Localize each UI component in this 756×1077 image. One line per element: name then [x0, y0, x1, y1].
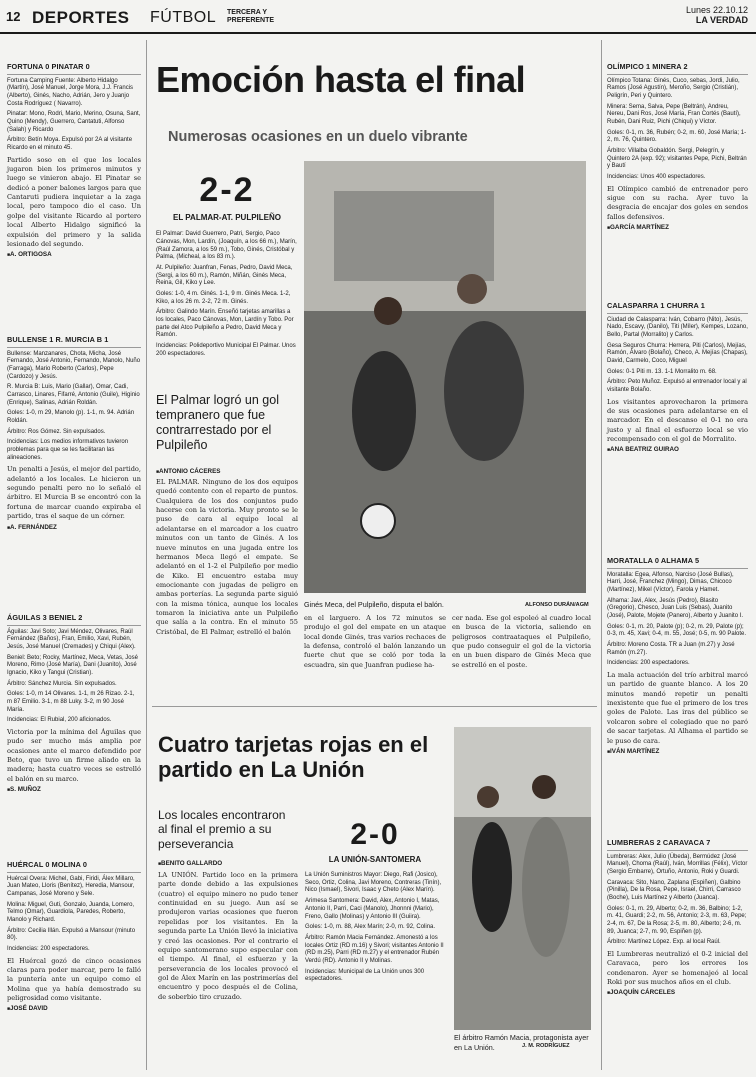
lineup-home: Águilas: Javi Soto; Javi Méndez, Olivares, Raúl Fernández (Baños), Fran, Emilio, Xavi, Rubén, Jesús, José Manuel (Cremades) y Chiqui (Alex). — [7, 628, 136, 650]
column-divider-right — [601, 40, 602, 1070]
match-olimpico-minera — [607, 62, 748, 232]
photo-credit: ALFONSO DURÁN/AGM — [525, 602, 589, 608]
goals: Goles: 1-0, m 14 Olivares. 1-1, m 26 Rizao. 2-1, m 87 Emilio. 3-1, m 88 Luky. 3-2, m 90 José María. — [7, 691, 135, 713]
second-deck: Los locales encontraron al final el premio a su perseverancia — [158, 808, 286, 851]
byline: ■ JOAQUÍN CÁRCELES — [607, 989, 748, 997]
lineup-away: Molina: Miguel, Guti, Gonzalo, Juanda, Lomero, Telmo (Omar), Guardiola, Paredes, Roberto, Manolo y Richard. — [7, 901, 135, 923]
goals: Goles: 0-1, m. 29, Alberto; 0-2, m. 36, Balbino; 1-2, m. 41, Guardi; 2-2, m. 56, Antonio; 2-3, m. 63, Pepe; 2-4, m. 67, De la Rosa; 2-5, m. 80, Alberto; 2-6, m. 89, Juanca; 2-7, m. 90, Espiñen (p). — [607, 905, 747, 935]
score: 2-0 — [350, 818, 400, 851]
main-story-col2: en el larguero. A los 72 minutos se produjo el gol del empate en un ataque local donde Ginés, tras varios rechaces de la defensa, controló el balón lanzando un fuerte chut que se coló por toda la escuadra, sin que Juanfran pudiese ha- — [304, 614, 446, 669]
referee-photo — [454, 727, 591, 1030]
referee: Árbitro: Betín Moya. Expulsó por 2A al visitante Ricardo en el minuto 45. — [7, 137, 133, 151]
match-report: La mala actuación del trío arbitral marcó un partido de guante blanco. A los 20 minutos mandó repetir un penalti inexistente que fue el primero de los tres goles de Palote. Las iras del público se volcaron sobre el colegiado que no paró de sacar tarjetas. Al Alhama el partido se le puso de cara. — [607, 671, 748, 745]
lineup-away: Arimesa Santomera: David, Alex, Antonio I, Matas, Antonio II, Parri, Caci (Manolo), Jhonnni (Mario), Freno, Gallo (Molinas) y Antonio III (Guiira). — [305, 898, 440, 920]
divider — [7, 347, 141, 348]
photo-credit: J. M. RODRÍGUEZ — [522, 1043, 570, 1049]
byline: ■ IVÁN MARTÍNEZ — [607, 748, 748, 756]
referee-image — [454, 727, 591, 1030]
match-calasparra-churra — [607, 301, 748, 455]
match-moratalla-alhama — [607, 556, 748, 756]
match-report: El Lumbreras neutralizó el 0-2 inicial del Caravaca, pero los errores los condenaron. Ayer se homenajeó al local Roki por sus muchos años en el club. — [607, 950, 748, 987]
incidents: Incidencias: 200 espectadores. — [607, 660, 690, 667]
match-launion-santomera — [305, 815, 445, 987]
match-photo — [304, 161, 586, 593]
byline: ■ BENITO GALLARDO — [158, 860, 298, 868]
match-heading: HUÉRCAL 0 MOLINA 0 — [7, 860, 88, 869]
issue-date: Lunes 22.10.12 — [685, 5, 748, 15]
lineup-home: Olímpico Totana: Ginés, Cuco, sebas, Jordi, Julio, Ramos (José Agustín), Meroño, Sergio (Cristián), Peligrín, Peri y Quintero. — [607, 77, 740, 99]
byline: ■ JOSÉ DAVID — [7, 1005, 141, 1013]
newspaper-name: LA VERDAD — [695, 15, 748, 25]
match-heading: MORATALLA 0 ALHAMA 5 — [607, 556, 700, 565]
referee: Árbitro: Villalba Gobaldón. Sergi, Pelegrín, y Quintero 2A (exp. 92); visitantes Pepe, Pichi, Beltrán y Bautí — [607, 148, 747, 170]
match-report: El Huércal gozó de cinco ocasiones claras para poder marcar, pero le falló la puntería ante un equipo como el Molina que ya había demostrado su peligrosidad como visitante. — [7, 956, 141, 1003]
match-report: Victoria por la mínima del Águilas que pudo ser mucho más amplia por ocasiones ante el marco defendido por Beto, que tuvo un firme aliado en la madera; hasta cuatro veces se estrelló el balón en su marco. — [7, 728, 141, 783]
lineup-away: Beniel: Beto; Rocky, Martínez, Meca, Vetas, José Moreno, Rimo (José María), Dani (Juanito), José Ignacio, Kiko y Tangui (Cristian). — [7, 654, 138, 676]
incidents: Incidencias: Polideportivo Municipal El Palmar. Unos 200 espectadores. — [156, 343, 296, 357]
lineup-home: Ciudad de Calasparra: Iván, Cobarro (Nito), Jesús, Nado, Escavy, (Danilo), Titi (Míler), Kempes, Lozano, Bello, Partal (Morralito) y Carlos. — [607, 316, 748, 338]
match-heading: ÁGUILAS 3 BENIEL 2 — [7, 613, 83, 622]
lineup-away: Caravaca: Sito, Nano, Zaplana (Espiñen), Galbino (Pinilla), De la Rosa, Pepe, Israel, Chirri, Carrasco (Boche), Luis Martínez y Alberto (Juanca). — [607, 879, 741, 901]
byline: ■ A. FERNÁNDEZ — [7, 524, 141, 532]
goals: Goles: 0-1, m. 36, Rubén; 0-2, m. 60, José María; 1-2, m. 76, Quintero. — [607, 129, 747, 144]
subsection-title: FÚTBOL — [150, 9, 217, 26]
photo-caption: El árbitro Ramón Macia, protagonista ayer en La Unión. — [454, 1033, 589, 1052]
main-headline: Emoción hasta el final — [156, 59, 526, 100]
main-story-col3: cer nada. Ese gol espoleó al cuadro local en busca de la victoria, saliendo en peligrosos contraataques el Pulpileño, que pudo conseguir el gol de la victoria en un buen disparo de Ginés Meca que se estrelló en el poste. — [452, 614, 591, 669]
goals: Goles: 1-0, m. 88, Alex Marín; 2-0, m. 92, Colina. — [305, 924, 436, 931]
match-aguilas-beniel — [7, 613, 141, 794]
divider — [7, 74, 141, 75]
lineup-away: R. Murcia B: Luis, Mario (Gallar), Omar, Cadi, Carrasco, Linares, Fifarré, Antonio (Guile), Higinio (Enrique), Salinas, Adrián Roldán. — [7, 384, 140, 406]
match-elpalmar-pulpileno — [156, 168, 298, 362]
match-heading: CALASPARRA 1 CHURRA 1 — [607, 301, 705, 310]
lineup-away: Alhama: Javi, Alex, Jesús (Pedro), Blasito (Gregorio), Chesco, Juan Luis (Sebas), Juanito (José), Palote, Mojete (Panero), Alberto y Juanito I. — [607, 597, 744, 619]
score: 2-2 — [199, 171, 255, 209]
match-report: Partido soso en el que los locales jugaron bien los primeros minutos y luego se vinieron abajo. El Pinatar se dedicó a poner balones largos para que Cantaruti pudiera inquietar a la zaga local, pero tampoco dio el caso. Un golpe del visitante Ricardo al portero local Alberto Hidalgo significó la expulsión del primero y la salida lesionado del segundo. — [7, 155, 141, 248]
match-report: El Olímpico cambió de entrenador pero sigue con su racha. Ayer tuvo la desgracia de encajar dos goles en sendos fallos defensivos. — [607, 184, 748, 221]
goals: Goles: 1-0, 4 m. Ginés. 1-1, 9 m. Ginés Meca. 1-2, Kiko, a los 26 m. 2-2, 72 m. Ginés. — [156, 291, 291, 305]
lineup-home: Bullense: Manzanares, Chota, Micha, José Fernando, José Antonio, Fernando, Manolo, Nuño (Farraga), Mario Roberto (Carlos), Pepe (Cardozo) y Jesús. — [7, 350, 141, 380]
story-divider — [152, 706, 597, 707]
divider — [607, 74, 748, 75]
divider — [7, 625, 141, 626]
divider — [607, 850, 748, 851]
column-divider-left — [146, 40, 147, 1070]
incidents: Incidencias: Los medios informativos tuvieron problemas para que se les facilitaran las alineaciones. — [7, 439, 129, 461]
match-heading: FORTUNA 0 PINATAR 0 — [7, 62, 90, 71]
match-report: Un penalti a Jesús, el mejor del partido, adelantó a los locales. Le hicieron un segundo penalti pero no lo señaló el árbitro. El Murcia B se encontró con la fortuna de marcar cuando expiraba el partido, tras el saque de un córner. — [7, 465, 141, 521]
byline: ■ GARCÍA MARTÍNEZ — [607, 224, 748, 232]
lineup-away: Pinatar: Mono, Rodri, Mario, Merino, Osuna, Sant, Quino (Mendy), Guerrero, Cantatuti, Alfonso (Salah) y Ricardo — [7, 111, 141, 133]
main-deck: Numerosas ocasiones en un duelo vibrante — [168, 129, 468, 145]
divider — [607, 568, 748, 569]
referee: Árbitro: Ros Gómez. Sin expulsados. — [7, 428, 106, 435]
match-bullense-murcia — [7, 335, 141, 532]
subsection-subtitle: TERCERA Y PREFERENTE — [227, 9, 275, 24]
match-heading: LUMBRERAS 2 CARAVACA 7 — [607, 838, 711, 847]
match-fortuna-pinatar — [7, 62, 141, 260]
referee: Árbitro: Moreno Costa. TR a Juan (m.27) y José Ramón (m.27). — [607, 642, 735, 656]
lineup-home: Fortuna Camping Fuente: Alberto Hidalgo (Martín), José Manuel, Jorge Mora, J.J. Francis (Alberto), Ginés, Nacho, Adrián, Jero y Juanjo Costa Rodríguez ( Navarro). — [7, 77, 134, 107]
teams: EL PALMAR-AT. PULPILEÑO — [173, 212, 281, 222]
lineup-away: Gesa Seguros Churra: Herrera, Piti (Carlos), Mejías, Ramón, Álvaro (Bolaño), Checo, A. Mejías (Chapas), David, Carmelo, Coco, Miguel — [607, 342, 748, 364]
referee: Árbitro: Martínez López. Exp. al local Raúl. — [607, 939, 721, 946]
incidents: Incidencias: El Rubial, 200 aficionados. — [7, 717, 112, 724]
divider — [7, 872, 141, 873]
lineup-home: Huércal Overa: Michel, Gabi, Firidi, Álex Millaro, Juan Mateo, Lloris (Benítez), Heredia, Mansour, Campanas, José Moreno y Sele. — [7, 875, 135, 897]
referee: Árbitro: Galindo Marín. Enseñó tarjetas amarillas a los locales, Paco Cánovas, Mon, Lardín y Tobo. Por parte del Atco Pulpileño a Pedro, David Meca y Ramón. — [156, 309, 294, 339]
goals: Goles: 0-1 Piti m. 13. 1-1 Morralito m. 68. — [607, 368, 717, 375]
referee: Árbitro: Peto Muñoz. Expulsó al entrenador local y al visitante Bolaño. — [607, 379, 747, 393]
lineup-home: Lumbreras: Alex, Julio (Úbeda), Bermúdez (José Manuel), Choma (Raúl), Iván, Morrillas (Félix), Víctor (Sergio Embarre), Ortuño, Antonio, Roki y Guardi. — [607, 853, 748, 875]
match-huercal-molina — [7, 860, 141, 1014]
byline: ■ S. MUÑOZ — [7, 786, 141, 794]
goals: Goles: 0-1, m. 20, Palote (p); 0-2, m. 29, Palote (p); 0-3, m. 45, Xavi; 0-4, m. 55, José; 0-5, m. 90 Palote. — [607, 623, 747, 638]
second-headline: Cuatro tarjetas rojas en el partido en La Unión — [158, 732, 429, 783]
incidents: Incidencias: Unos 400 espectadores. — [607, 174, 706, 181]
byline: ■ ANA BEATRIZ GUIRAO — [607, 446, 748, 454]
goals: Goles: 1-0, m 29, Manolo (p). 1-1, m. 94. Adrián Roldán. — [7, 410, 135, 424]
byline: ■ ANTONIO CÁCERES — [156, 468, 298, 476]
lineup-home: La Unión Suministros Mayor: Diego, Rafi (Josico), Seco, Ortiz, Colina, Javi Moreno, Contreras (Tinín), Nico (Ismael), Sivori, Isaac y Cheto (Alex Marín). — [305, 872, 442, 894]
main-story-col1: EL PALMAR. Ninguno de los dos equipos quedó contento con el reparto de puntos. Cualquiera de los dos conjuntos pudo hacerse con la victoria. Muy pronto se le puso de cara al equipo local al adelantarse en el marcador a los cuatro minutos con un tanto de Ginés. A los nueve minutos en una jugada entre los hermanos Meca llegó el empate. Se adelantó en el 1-2 el Pulpileño por medio de Kiko. El encuentro estaba muy emocionante con jugadas de peligro en ambas porterías. La segunda parte siguió con la misma tónica, aunque los locales tomaron la iniciativa ante un Pulpileño que salía a la contra. En el minuto 55 Cristóbal, de El Palmar, estrelló el balón — [156, 478, 298, 636]
lineup-home: Moratalla: Egea, Alfonso, Narciso (José Bullas), Harri, José, Franchez (Mingo), Dimas, Chicoco (Martínez), Mikel (Víctor), Farola y Hamet. — [607, 571, 734, 593]
lineup-away: Minera: Sema, Salva, Pepe (Beltrán), Andreu, Nereu, Dani Ros, José María, Fran Cortés (Bautí), Rubén, Dani Ruiz, Pichi (Chiqui) y Víctor. — [607, 103, 741, 125]
incidents: Incidencias: 200 espectadores. — [7, 946, 90, 952]
divider — [607, 313, 748, 314]
byline: ■ A. ORTIGOSA — [7, 251, 141, 259]
teams: LA UNIÓN-SANTOMERA — [328, 854, 422, 864]
match-report: Los visitantes aprovecharon la primera de sus ocasiones para adelantarse en el marcador. En el descanso el 0-1 no era justo y al final el esfuerzo local se vio recompensado con el gol de Morralito. — [607, 397, 748, 444]
match-heading: OLÍMPICO 1 MINERA 2 — [607, 62, 688, 71]
section-title: DEPORTES — [32, 8, 130, 27]
incidents: Incidencias: Municipal de La Unión unos 300 espectadores. — [305, 968, 425, 983]
lineup-home: El Palmar: David Guerrero, Patri, Sergio, Paco Cánovas, Mon, Lardín, (Joaquín, a los 66 m.), Marín, (Raúl Zamora, a los 59 m.), Tobo, Ginés, Cristóbal y Palma, (Micheal, a los 83 m.). — [156, 231, 297, 261]
match-lumbreras-caravaca — [607, 838, 748, 998]
second-story: LA UNIÓN. Partido loco en la primera parte donde debido a las expulsiones (cuatro) el equipo minero no pudo tener continuidad en su juego. Aun así se produjeron varias ocasiones que fueron repelidas por los visitantes. En la segunda parte La Unión llevó la iniciativa y creó las ocasiones. Por el contrario el equipo santomerano supo especular con el tiempo. Al final, el esfuerzo y la perseverancia de los locales provocó el gol de Álex Marín en las postrimerías del encuentro y poco después el de Colina, de soberbio tiro cruzado. — [158, 871, 298, 1001]
pull-quote: El Palmar logró un gol tempranero que fue contrarrestado por el Pulpileño — [156, 393, 279, 452]
referee: Árbitro: Sánchez Murcia. Sin expulsados. — [7, 680, 117, 687]
soccer-players-image — [304, 161, 586, 593]
referee: Árbitro: Ramón Macia Fernández. Amonestó a los locales Ortiz (RD m.16) y Sivori; visitantes Antonio II (RD m.25), Parri (RD m.27) y el entrenador Rubén Verdú (RD). Antonio II y Molinas. — [305, 934, 444, 964]
referee: Árbitro: Cecilia Illán. Expulsó a Mansour (minuto 80). — [7, 927, 136, 942]
lineup-away: At. Pulpileño: Juanfran, Fenas, Pedro, David Meca, (Sergi, a los 60 m.), Ramón, Miñán, Ginés Meca, Reina, Gil, Kiko y Lee. — [156, 265, 293, 287]
match-heading: BULLENSE 1 R. MURCIA B 1 — [7, 335, 109, 344]
page-number: 12 — [6, 9, 21, 24]
photo-caption: Ginés Meca, del Pulpileño, disputa el balón. — [304, 600, 444, 609]
